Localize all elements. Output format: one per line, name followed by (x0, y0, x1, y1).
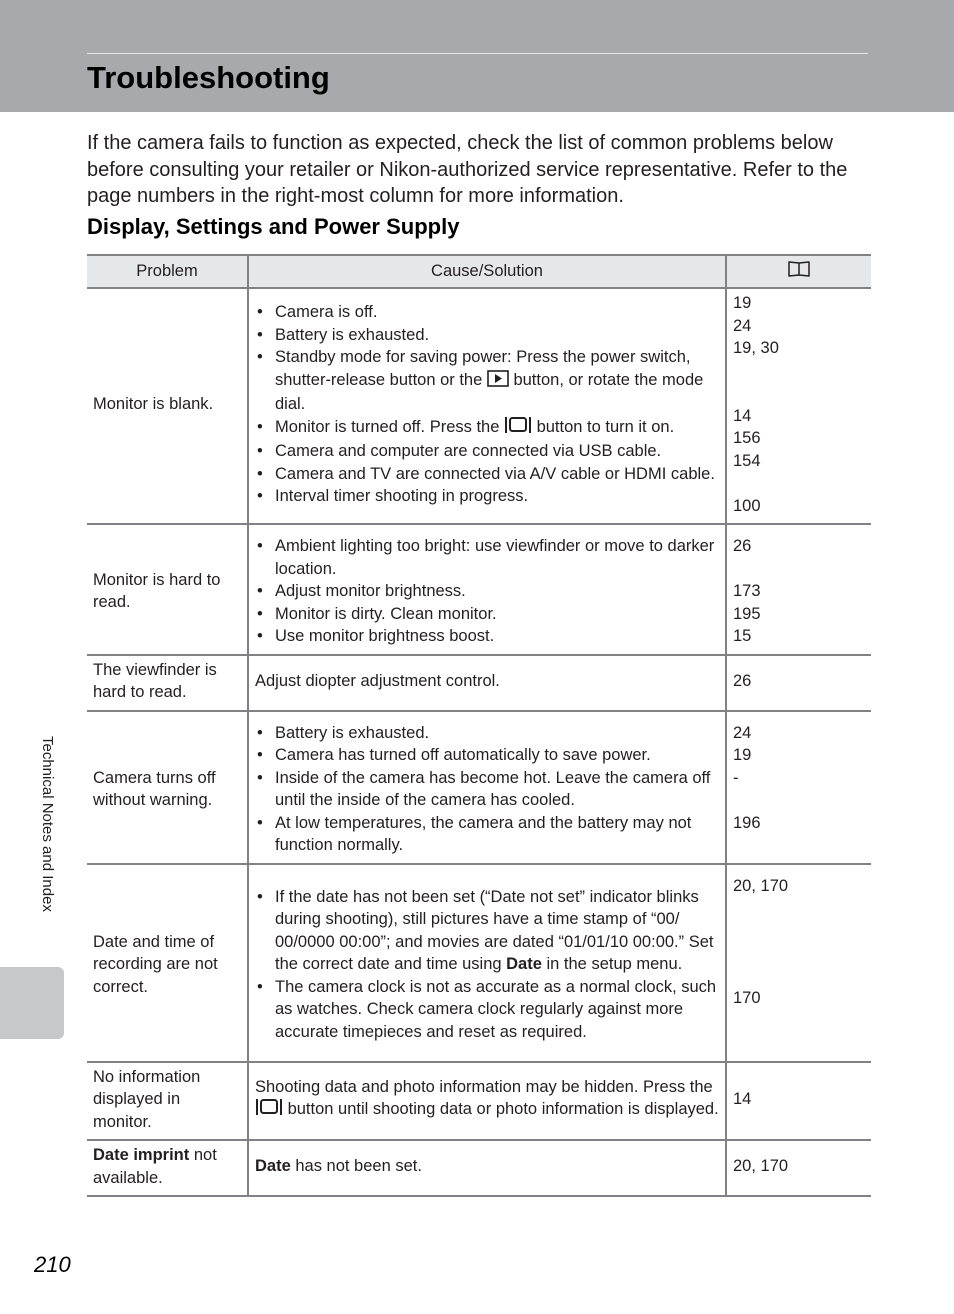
cause-item: • Standby mode for saving power: Press the power switch, shutter-release button or the button, or rotate the mode dial. (275, 346, 719, 416)
problem-cell: Monitor is hard to read. (87, 524, 248, 655)
page-cell (726, 864, 871, 1062)
column-header-pages (726, 255, 871, 288)
table-header-row (87, 255, 871, 288)
table-row (87, 524, 871, 655)
cause-cell: Shooting data and photo information may be hidden. Press the button until shooting data or photo information is displayed. (248, 1062, 726, 1141)
page-ref: 20, 170 (733, 1157, 789, 1176)
page-ref: 24 (733, 316, 752, 335)
table-row (87, 1062, 871, 1141)
page-ref: 196 (733, 813, 761, 832)
problem-cell: No information displayed in monitor. (87, 1062, 248, 1141)
page-ref: - (733, 768, 739, 787)
table-row (87, 711, 871, 864)
page-cell (726, 524, 871, 655)
cause-item: • Inside of the camera has become hot. Leave the camera off until the inside of the camera has cooled. (275, 767, 719, 812)
page-ref: 15 (733, 627, 752, 645)
cause-item: • Monitor is turned off. Press the button to turn it on. (275, 416, 719, 441)
page-ref: 173 (733, 582, 761, 600)
table-row (87, 288, 871, 524)
column-header-problem: Problem (87, 255, 248, 288)
intro-paragraph: If the camera fails to function as expected, check the list of common problems below before consulting your retailer or Nikon-authorized service representative. Refer to the page numbers in the right-most column for more information. (87, 132, 848, 207)
page-cell (726, 1062, 871, 1141)
page-ref: 26 (733, 537, 752, 555)
table-row (87, 1140, 871, 1196)
cause-cell: Date has not been set. (248, 1140, 726, 1196)
page-cell (726, 1140, 871, 1196)
page-cell (726, 711, 871, 864)
page-ref: 20, 170 (733, 876, 789, 895)
page-ref: 154 (733, 451, 761, 470)
cause-item: • Battery is exhausted. (275, 324, 719, 347)
page-cell (726, 655, 871, 711)
table-row (87, 655, 871, 711)
page-cell (726, 288, 871, 524)
cause-item: • At low temperatures, the camera and the battery may not function normally. (275, 812, 719, 857)
cause-item: • Monitor is dirty. Clean monitor. (275, 603, 719, 626)
monitor-button-icon (255, 1098, 283, 1123)
problem-cell: Monitor is blank. (87, 288, 248, 524)
page-ref: 19, 30 (733, 339, 779, 357)
cause-cell (248, 864, 726, 1062)
problem-cell: Date and time of recording are not correct. (87, 864, 248, 1062)
cause-item: • Camera and TV are connected via A/V cable or HDMI cable. (275, 463, 719, 486)
page-ref: 14 (733, 406, 752, 425)
cause-item: • Ambient lighting too bright: use viewfinder or move to darker location. (275, 535, 719, 580)
problem-cell: Date imprint not available. (87, 1140, 248, 1196)
page-ref: 14 (733, 1090, 752, 1108)
page-number: 210 (34, 1252, 71, 1277)
cause-item: • Camera has turned off automatically to save power. (275, 744, 719, 767)
table-row (87, 864, 871, 1062)
page-ref: 26 (733, 671, 752, 690)
sidebar-tab (0, 967, 64, 1039)
page-title: Troubleshooting (87, 60, 330, 95)
column-header-cause: Cause/Solution (248, 255, 726, 288)
book-reference-icon (787, 260, 811, 285)
header-rule (87, 53, 868, 54)
problem-cell: Camera turns off without warning. (87, 711, 248, 864)
sidebar-section-label: Technical Notes and Index (39, 736, 56, 912)
cause-item: • Use monitor brightness boost. (275, 625, 719, 648)
cause-item: • Battery is exhausted. (275, 722, 719, 745)
section-heading: Display, Settings and Power Supply (87, 214, 460, 239)
cause-cell: Adjust diopter adjustment control. (248, 655, 726, 711)
troubleshooting-table (87, 254, 871, 1197)
page-ref: 195 (733, 604, 761, 623)
page-ref: 156 (733, 429, 761, 447)
cause-item: • Camera and computer are connected via USB cable. (275, 440, 719, 463)
problem-cell: The viewfinder is hard to read. (87, 655, 248, 711)
cause-item: • The camera clock is not as accurate as a normal clock, such as watches. Check camera clock regularly against more accurate timepieces and reset as required. (275, 976, 719, 1044)
page-ref: 170 (733, 989, 761, 1007)
cause-cell (248, 524, 726, 655)
cause-cell (248, 288, 726, 524)
monitor-button-icon (504, 416, 532, 441)
playback-button-icon (487, 370, 509, 394)
cause-item: • Interval timer shooting in progress. (275, 485, 719, 508)
cause-item: • Adjust monitor brightness. (275, 580, 719, 603)
page-ref: 19 (733, 294, 752, 312)
page-ref: 19 (733, 746, 752, 764)
page-ref: 100 (733, 496, 761, 515)
page-ref: 24 (733, 723, 752, 742)
cause-item: • Camera is off. (275, 301, 719, 324)
cause-item: • If the date has not been set (“Date not set” indicator blinks during shooting), still pictures have a time stamp of “00/ 00/0000 00:00”; and movies are dated “01/01/10 00:00.” Set the correct date and time using Date in the setup menu. (275, 886, 719, 976)
cause-cell (248, 711, 726, 864)
